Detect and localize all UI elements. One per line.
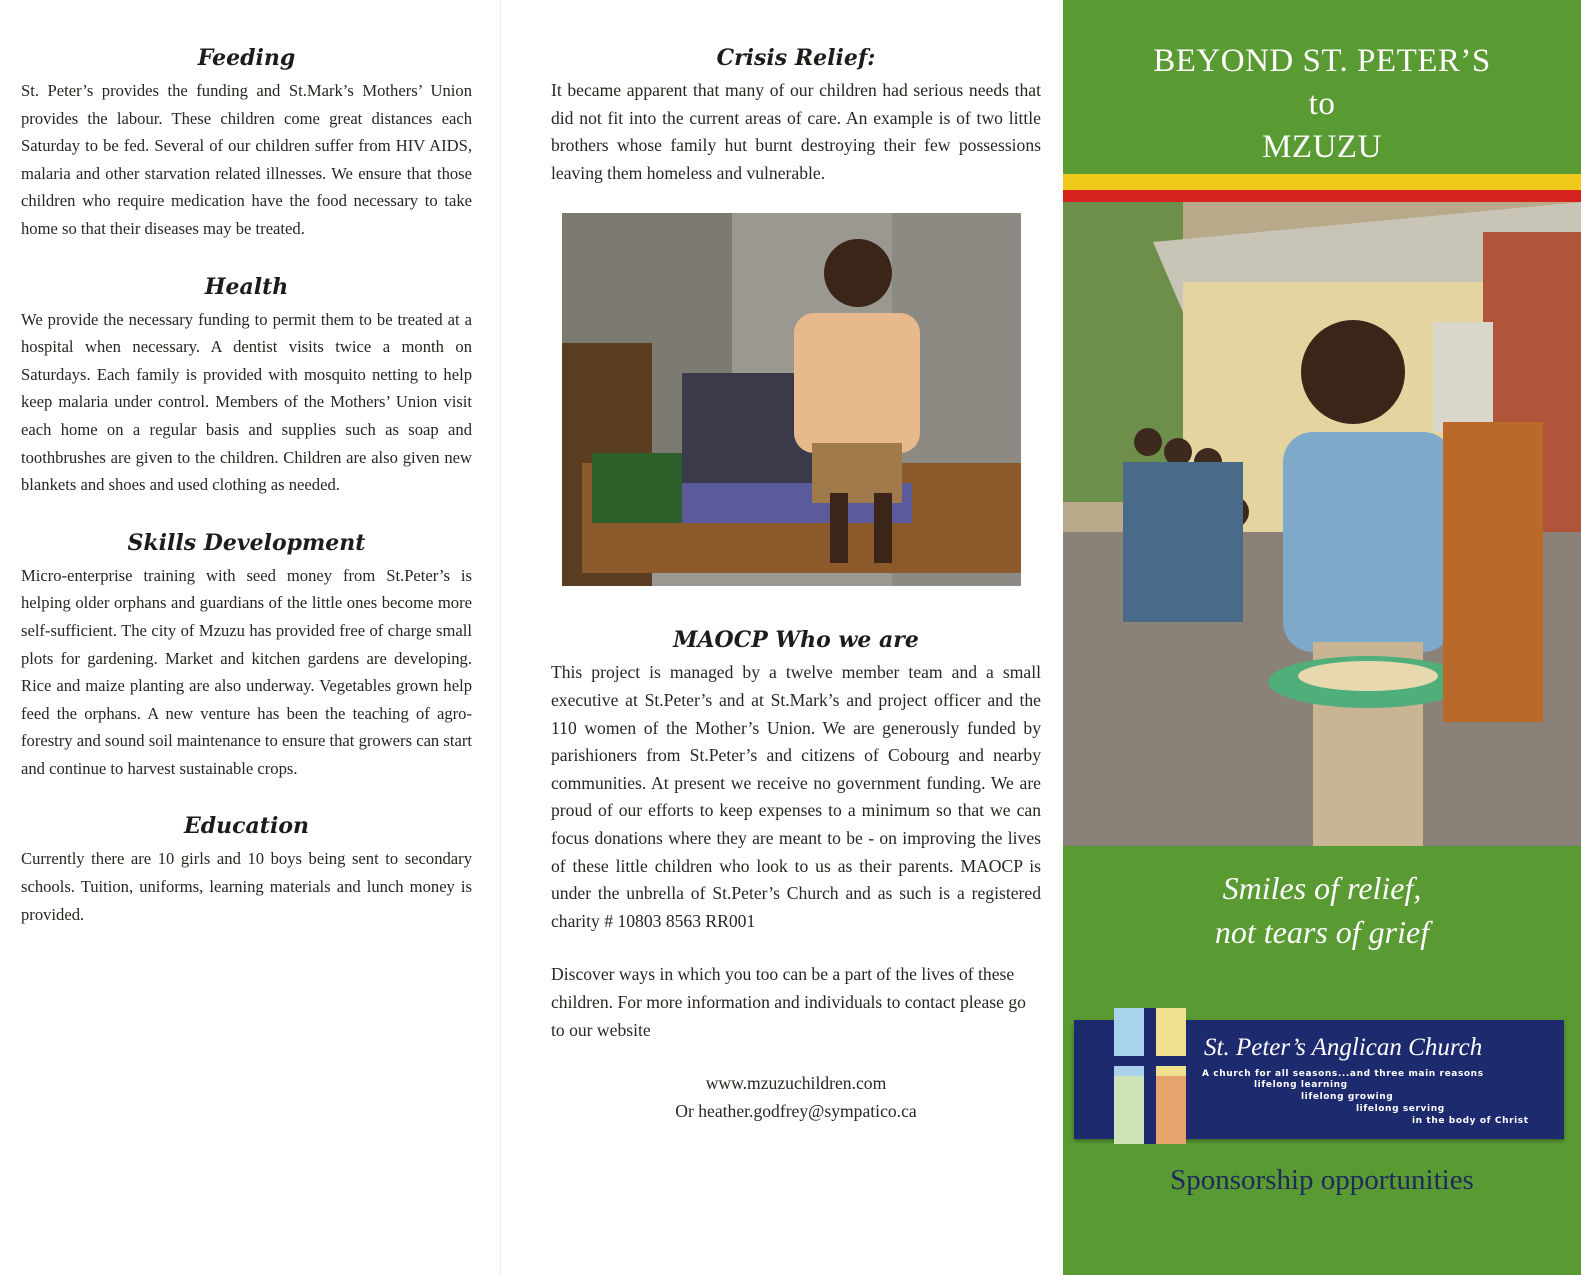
section-body: St. Peter’s provides the funding and St.Mark’s Mothers’ Union provides the labour. These children come great distances each Saturday to be fed. Several of our children suffer from HIV AIDS, malaria and other starvation related illnesses. We ensure that those children who require medication have the food necessary to take home so that their diseases may be treated. xyxy=(21,81,472,238)
church-logo xyxy=(1074,1020,1564,1139)
discover-text: Discover ways in which you too can be a part of the lives of these children. For more information and individuals to contact please go to our website xyxy=(551,964,1026,1040)
motto-line: A church for all seasons...and three main reasons xyxy=(1202,1069,1484,1079)
cross-icon xyxy=(1114,1008,1186,1144)
section-heading: Education xyxy=(184,813,309,840)
church-name: St. Peter’s Anglican Church xyxy=(1204,1034,1483,1061)
motto-line: lifelong growing xyxy=(1301,1092,1394,1102)
left-panel xyxy=(0,0,500,1275)
tagline-line: not tears of grief xyxy=(1214,914,1430,950)
who-we-are-section xyxy=(551,626,1041,935)
section-body: It became apparent that many of our children had serious needs that did not fit into the current areas of care. An example is of two little brothers whose family hut burnt destroying their few possessions leaving them homeless and vulnerable. xyxy=(551,80,1041,183)
red-stripe xyxy=(1063,190,1581,202)
section-body: This project is managed by a twelve member team and a small executive at St.Peter’s and at St.Mark’s and project officer and the 110 women of the Mother’s Union. We are generously funded by parishioners from St.Peter’s and citizens of Cobourg and nearby communities. At present we receive no government funding. We are proud of our efforts to keep expenses to a minimum so that we can focus donations where they are meant to be - on improving the lives of these little children who look to us as their parents. MAOCP is under the unbrella of St.Peter’s Church and as such is a registered charity # 10803 8563 RR001 xyxy=(551,662,1041,931)
section-body: We provide the necessary funding to permit them to be treated at a hospital when necessary. A dentist visits twice a month on Saturdays. Each family is provided with mosquito netting to help keep malaria under control. Members of the Mothers’ Union visit each home on a regular basis and supplies such as soap and toothbrushes are given to the children. Children are also given new blankets and shoes and used clothing as needed. xyxy=(21,309,472,495)
cover-title xyxy=(1063,40,1581,169)
section-heading: Skills Development xyxy=(127,529,366,556)
yellow-stripe xyxy=(1063,174,1581,190)
tagline xyxy=(1063,866,1581,954)
cover-photo xyxy=(1063,202,1581,846)
middle-panel xyxy=(500,0,1063,1275)
crisis-photo xyxy=(562,213,1021,586)
section-body: Currently there are 10 girls and 10 boys being sent to secondary schools. Tuition, uniforms, learning materials and lunch money is provided. xyxy=(21,849,472,924)
email-line[interactable]: Or heather.godfrey@sympatico.ca xyxy=(675,1100,917,1121)
education-section xyxy=(21,812,472,928)
motto-line: lifelong serving xyxy=(1356,1104,1445,1114)
sponsorship-heading: Sponsorship opportunities xyxy=(1170,1164,1474,1196)
section-body: Micro-enterprise training with seed money from St.Peter’s is helping older orphans and guardians of the little ones become more self-sufficient. The city of Mzuzu has provided free of charge small plots for gardening. Market and kitchen gardens are developing. Rice and maize planting are also underway. Vegetables grown help feed the orphans. A new venture has been the teaching of agro-forestry and sound soil maintenance to ensure that growers can start and continue to harvest sustainable crops. xyxy=(21,565,472,778)
section-heading: Health xyxy=(204,273,289,300)
title-line: MZUZU xyxy=(1262,129,1382,165)
motto-line: in the body of Christ xyxy=(1412,1116,1529,1126)
website-link[interactable]: www.mzuzuchildren.com xyxy=(705,1073,887,1094)
health-section xyxy=(21,273,472,499)
title-line: BEYOND ST. PETER’S xyxy=(1153,43,1491,79)
motto-line: lifelong learning xyxy=(1254,1080,1348,1090)
section-heading: Crisis Relief: xyxy=(716,45,876,71)
tagline-line: Smiles of relief, xyxy=(1222,870,1422,906)
section-heading: MAOCP Who we are xyxy=(673,627,919,654)
cover-panel xyxy=(1063,0,1581,1275)
contact-block xyxy=(551,1070,1041,1125)
feeding-section xyxy=(21,44,472,243)
skills-development-section xyxy=(21,529,472,783)
section-heading: Feeding xyxy=(197,45,296,71)
crisis-relief-section xyxy=(551,44,1041,187)
title-line: to xyxy=(1308,86,1336,122)
